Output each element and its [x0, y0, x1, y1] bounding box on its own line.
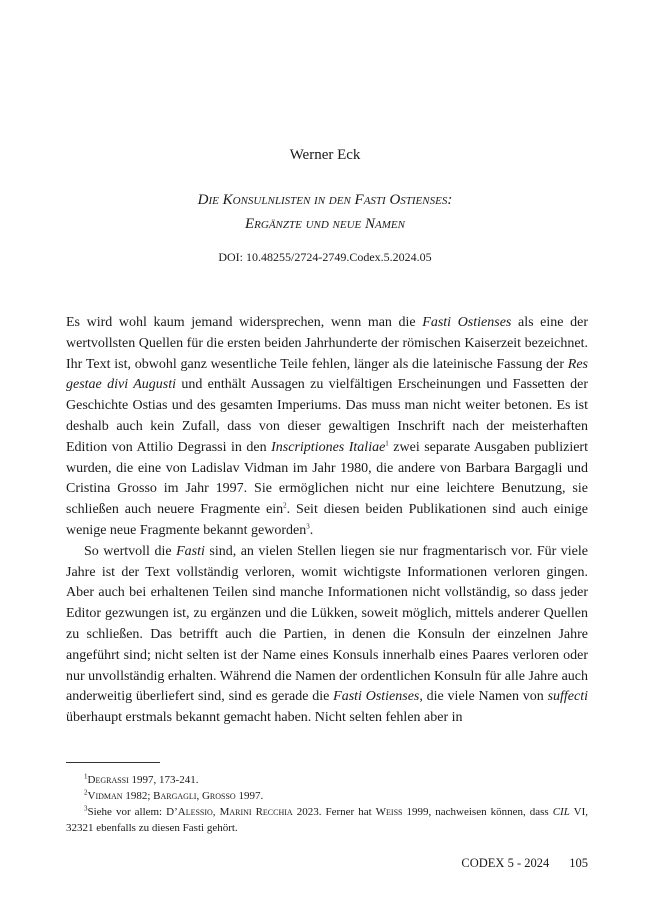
italic-run: Inscriptiones Italiae	[271, 439, 386, 455]
italic-run: Fasti Ostienses	[422, 315, 512, 330]
italic-run: CIL	[552, 806, 570, 818]
footnote-ref-1[interactable]: 1	[385, 439, 389, 448]
text-run: überhaupt erstmals bekannt gemacht haben. Nicht selten fehlen aber in	[66, 710, 463, 726]
text-run: 2023. Ferner hat	[292, 806, 376, 818]
text-run: VI, 32321 ebenfalls zu diesen Fasti gehört.	[66, 806, 588, 834]
text-run: .	[309, 522, 314, 538]
text-run: 1982;	[122, 790, 154, 802]
footnote-2	[66, 788, 588, 804]
footnote-ref-3[interactable]: 3	[306, 522, 310, 531]
text-run: sind, an vielen Stellen liegen sie nur fragmentarisch vor. Für viele Jahre ist der Text vollständig verloren, womit wichtigste Informationen verloren gingen. Aber auch bei erhaltenen Teilen sind manche Informationen nicht vollständig, so dass jeder Editor gezwungen ist, zu ergänzen und die Lükken, soweit möglich, mittels anderer Quellen zu schließen. Das betrifft auch die Partien, in denen die Konsuln der einzelnen Jahre angeführt sind; nicht selten ist der Name eines Konsuls innerhalb eines Paares verloren oder nur unvollständig erhalten. Während die Namen der ordentlichen Konsuln für alle Jahre auch anderweitig überliefert sind, sind es gerade die	[66, 543, 588, 705]
footnote-3	[66, 804, 588, 836]
text-run: als eine der wertvollsten Quellen für die ersten beiden Jahrhunderte der römischen Kaiserzeit bezeichnet. Ihr Text ist, obwohl ganz wesentliche Teile fehlen, länger als die lateinische Fassung der	[66, 315, 588, 372]
author-ref: Vidman	[87, 790, 123, 802]
text-run: zwei separate Ausgaben publiziert wurden, die eine von Ladislav Vidman im Jahr 1980, die andere von Barbara Bargagli und Cristina Grosso im Jahr 1997. Sie ermöglichen nicht nur eine leichtere Benutzung, sie schließen auch neuere Fragmente ein	[66, 439, 588, 518]
doi: DOI: 10.48255/2724-2749.Codex.5.2024.05	[218, 250, 432, 264]
article-body	[66, 313, 588, 729]
italic-run: Fasti Ostienses	[333, 689, 420, 705]
author-ref: Weiss	[375, 806, 403, 818]
text-run: . Seit diesen beiden Publikationen sind auch einige wenige neue Fragmente bekannt geworden	[66, 502, 589, 538]
footnote-number: 2	[84, 788, 88, 797]
footnote-1	[66, 772, 588, 788]
footnote-number: 3	[84, 804, 88, 813]
title-line-1: Die Konsulnlisten in den Fasti Ostienses:	[197, 192, 453, 208]
text-run: und enthält Aussagen zu vielfältigen Erscheinungen und Fassetten der Geschichte Ostias und des gesamten Imperiums. Das muss man nicht weiter betonen. Es ist deshalb auch kein Zufall, dass von dieser gewaltigen Inschrift nach der meisterhaften Edition von Attilio Degrassi in den	[66, 377, 588, 455]
page-number: 105	[569, 856, 588, 870]
text-run: Siehe vor allem: D’	[87, 806, 178, 818]
text-run: So wertvoll die	[84, 543, 177, 559]
text-run: 1999, nachweisen können, dass	[402, 806, 553, 818]
page-footer	[400, 856, 588, 871]
text-run: 1997.	[235, 790, 264, 802]
author-ref: Alessio, Marini Recchia	[177, 806, 293, 818]
footnote-number: 1	[84, 772, 88, 781]
author-ref: Degrassi	[87, 774, 129, 786]
italic-run: Fasti	[176, 543, 205, 559]
paragraph-2	[66, 542, 588, 729]
journal-info: CODEX 5 - 2024	[461, 856, 550, 870]
text-run: 1997, 173-241.	[128, 774, 199, 786]
footnotes	[66, 772, 588, 836]
italic-run: Res gestae divi Augusti	[66, 356, 588, 393]
author-ref: Bargagli, Grosso	[153, 790, 236, 802]
text-run: Es wird wohl kaum jemand widersprechen, wenn man die	[66, 315, 423, 330]
footnote-separator	[66, 762, 160, 763]
article-title	[60, 188, 590, 236]
text-run: , die viele Namen von	[419, 689, 548, 705]
footnote-ref-2[interactable]: 2	[283, 501, 287, 510]
italic-run: suffecti	[547, 689, 588, 705]
paragraph-1	[66, 313, 588, 542]
author-name: Werner Eck	[289, 147, 361, 163]
title-line-2: Ergänzte und neue Namen	[245, 216, 405, 232]
